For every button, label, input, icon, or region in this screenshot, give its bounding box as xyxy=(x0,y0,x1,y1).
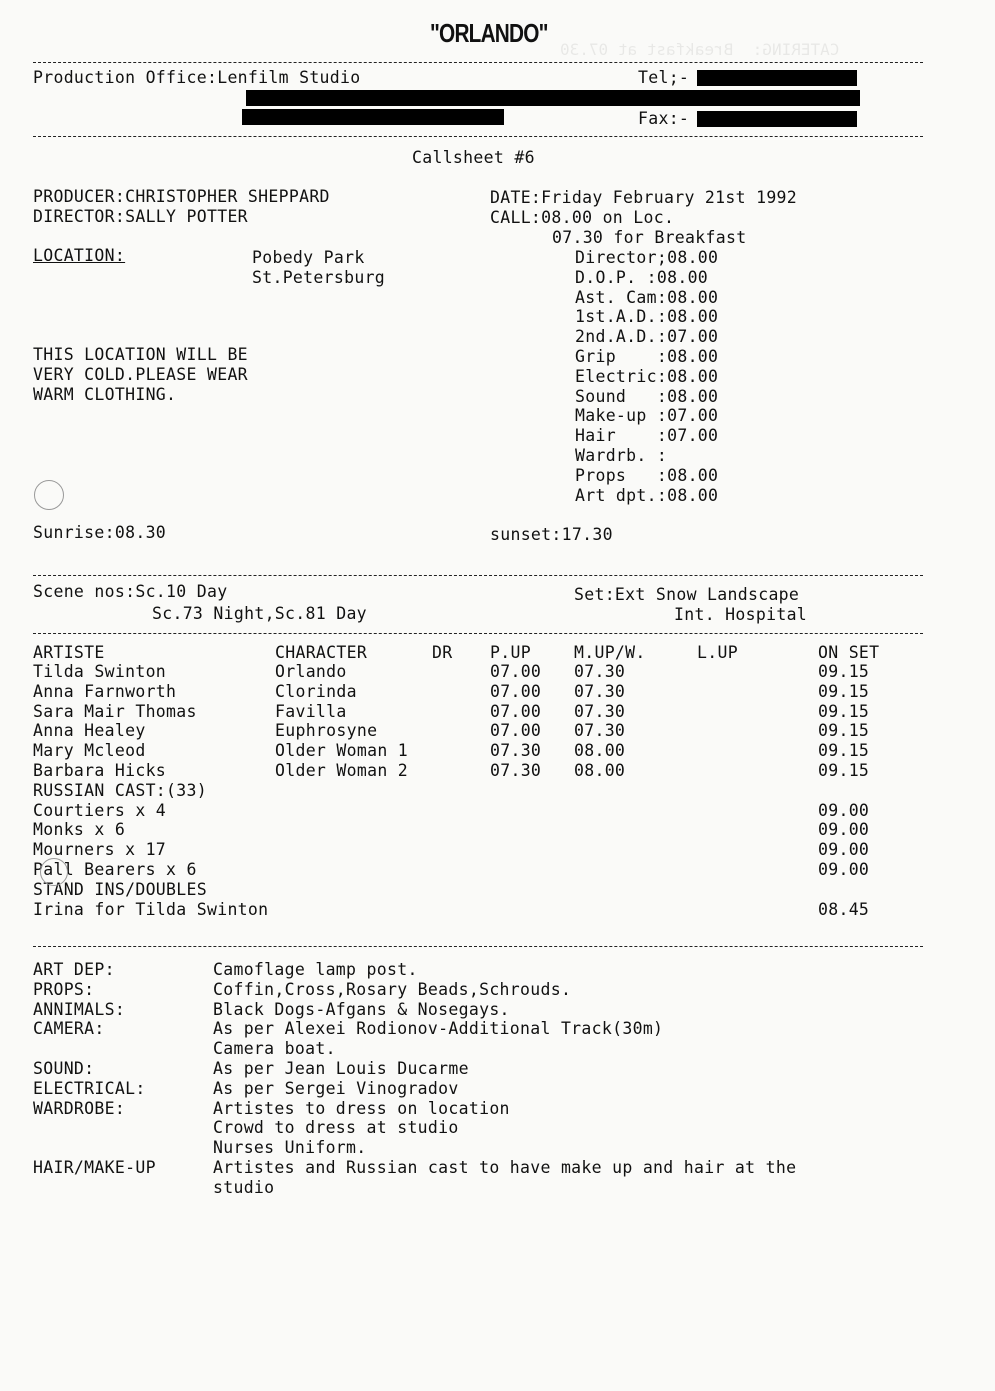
divider xyxy=(33,136,923,137)
department-note: As per Alexei Rodionov-Additional Track(30m) xyxy=(213,1019,664,1039)
cast-cell-on-set: 09.00 xyxy=(818,800,870,820)
cast-cell-character: Orlando xyxy=(275,662,347,681)
cast-cell-artiste: STAND INS/DOUBLES xyxy=(33,879,207,899)
department-label: HAIR/MAKE-UP xyxy=(33,1158,156,1177)
crew-call-item: Ast. Cam:08.00 xyxy=(575,287,719,307)
crew-call-item: 2nd.A.D.:07.00 xyxy=(575,327,719,347)
cast-cell-on-set: 09.15 xyxy=(818,662,870,681)
cast-cell-pickup: 07.30 xyxy=(490,741,542,761)
crew-call-item: Sound :08.00 xyxy=(575,386,719,406)
divider xyxy=(33,575,923,576)
department-note: Black Dogs-Afgans & Nosegays. xyxy=(213,999,510,1019)
department-note: Nurses Uniform. xyxy=(213,1138,367,1158)
department-note: As per Sergei Vinogradov xyxy=(213,1078,459,1098)
callsheet-number: Callsheet #6 xyxy=(412,148,535,167)
cast-cell-makeup: 07.30 xyxy=(574,721,626,741)
location-name: Pobedy Park xyxy=(252,248,365,267)
column-header-pickup: P.UP xyxy=(490,643,531,662)
column-header-on-set: ON SET xyxy=(818,643,880,662)
department-label: ELECTRICAL: xyxy=(33,1078,146,1098)
redaction-bar xyxy=(697,111,857,127)
location-label: LOCATION: xyxy=(33,246,126,265)
crew-call-item: Make-up :07.00 xyxy=(575,406,719,426)
crew-call-item: Art dpt.:08.00 xyxy=(575,485,719,505)
crew-call-item: Hair :07.00 xyxy=(575,426,719,446)
cast-cell-on-set: 09.15 xyxy=(818,741,870,761)
sunset: sunset:17.30 xyxy=(490,525,613,544)
production-office: Production Office:Lenfilm Studio xyxy=(33,68,361,87)
cast-cell-artiste: Monks x 6 xyxy=(33,820,126,840)
cast-cell-artiste: Anna Healey xyxy=(33,721,146,741)
set-ext: Set:Ext Snow Landscape xyxy=(574,585,800,604)
shoot-date: DATE:Friday February 21st 1992 xyxy=(490,188,798,207)
cast-cell-artiste: Irina for Tilda Swinton xyxy=(33,899,269,919)
department-note: Artistes and Russian cast to have make up and hair at the xyxy=(213,1158,797,1177)
column-header-character: CHARACTER xyxy=(275,643,368,662)
weather-warning-line: THIS LOCATION WILL BE xyxy=(33,345,248,364)
cast-cell-makeup: 07.30 xyxy=(574,681,626,701)
divider xyxy=(33,62,923,63)
crew-call-item: Props :08.00 xyxy=(575,465,719,485)
cast-cell-on-set: 09.15 xyxy=(818,721,870,741)
punch-hole xyxy=(34,480,64,510)
cast-cell-artiste: RUSSIAN CAST:(33) xyxy=(33,780,207,800)
column-header-makeup: M.UP/W. xyxy=(574,643,646,662)
cast-cell-on-set: 09.15 xyxy=(818,761,870,780)
cast-cell-artiste: Barbara Hicks xyxy=(33,761,167,780)
cast-cell-artiste: Mourners x 17 xyxy=(33,840,167,860)
fax-label: Fax:- xyxy=(638,109,690,128)
cast-cell-character: Euphrosyne xyxy=(275,721,378,741)
cast-cell-on-set: 08.45 xyxy=(818,899,870,919)
cast-cell-on-set: 09.15 xyxy=(818,701,870,721)
weather-warning-line: WARM CLOTHING. xyxy=(33,385,177,404)
redaction-bar xyxy=(697,70,857,86)
punch-hole xyxy=(40,858,68,886)
column-header-artiste: ARTISTE xyxy=(33,643,105,662)
crew-call-item: Director;08.00 xyxy=(575,248,719,267)
cast-cell-makeup: 07.30 xyxy=(574,701,626,721)
location-city: St.Petersburg xyxy=(252,268,386,287)
department-label: ANNIMALS: xyxy=(33,999,126,1019)
divider xyxy=(33,633,923,634)
cast-cell-artiste: Courtiers x 4 xyxy=(33,800,167,820)
department-note: Camoflage lamp post. xyxy=(213,960,418,979)
sunrise: Sunrise:08.30 xyxy=(33,523,167,542)
department-label: SOUND: xyxy=(33,1059,95,1078)
cast-cell-character: Favilla xyxy=(275,701,347,721)
cast-cell-makeup: 08.00 xyxy=(574,741,626,761)
cast-cell-artiste: Pall Bearers x 6 xyxy=(33,860,197,879)
crew-call-item: 1st.A.D.:08.00 xyxy=(575,307,719,327)
breakfast-time: 07.30 for Breakfast xyxy=(552,228,747,247)
cast-cell-pickup: 07.00 xyxy=(490,701,542,721)
director: DIRECTOR:SALLY POTTER xyxy=(33,207,248,226)
crew-call-item: Grip :08.00 xyxy=(575,347,719,366)
cast-cell-on-set: 09.00 xyxy=(818,820,870,840)
divider xyxy=(33,946,923,947)
department-note: Coffin,Cross,Rosary Beads,Schrouds. xyxy=(213,979,572,999)
redaction-bar xyxy=(246,90,860,106)
cast-cell-on-set: 09.00 xyxy=(818,860,870,879)
tel-label: Tel;- xyxy=(638,68,690,87)
department-note: Crowd to dress at studio xyxy=(213,1118,459,1138)
cast-cell-artiste: Tilda Swinton xyxy=(33,662,167,681)
column-header-dr: DR xyxy=(432,643,453,662)
cast-cell-pickup: 07.30 xyxy=(490,761,542,780)
department-label: CAMERA: xyxy=(33,1019,105,1039)
cast-cell-makeup: 08.00 xyxy=(574,761,626,780)
crew-call-item: Wardrb. : xyxy=(575,446,668,465)
cast-cell-on-set: 09.15 xyxy=(818,681,870,701)
department-label: ART DEP: xyxy=(33,960,115,979)
weather-warning-line: VERY COLD.PLEASE WEAR xyxy=(33,365,248,384)
cast-cell-artiste: Mary Mcleod xyxy=(33,741,146,761)
column-header-lunch: L.UP xyxy=(697,643,738,662)
redaction-bar xyxy=(242,109,504,125)
cast-cell-character: Older Woman 1 xyxy=(275,741,409,761)
producer: PRODUCER:CHRISTOPHER SHEPPARD xyxy=(33,187,330,206)
call-time: CALL:08.00 on Loc. xyxy=(490,208,675,227)
cast-cell-pickup: 07.00 xyxy=(490,681,542,701)
cast-cell-makeup: 07.30 xyxy=(574,662,626,681)
department-note: studio xyxy=(213,1177,275,1197)
cast-cell-artiste: Sara Mair Thomas xyxy=(33,701,197,721)
bleed-through-text: CATERING: Breakfast at 07.30 xyxy=(560,40,840,59)
department-note: Artistes to dress on location xyxy=(213,1098,510,1118)
crew-call-item: D.O.P. :08.00 xyxy=(575,267,709,287)
cast-cell-character: Older Woman 2 xyxy=(275,761,409,780)
scene-numbers: Scene nos:Sc.10 Day xyxy=(33,582,228,601)
cast-cell-artiste: Anna Farnworth xyxy=(33,681,177,701)
cast-cell-on-set: 09.00 xyxy=(818,840,870,860)
department-note: Camera boat. xyxy=(213,1039,336,1059)
scene-numbers-cont: Sc.73 Night,Sc.81 Day xyxy=(152,604,367,623)
department-label: PROPS: xyxy=(33,979,95,999)
department-note: As per Jean Louis Ducarme xyxy=(213,1059,469,1078)
set-int: Int. Hospital xyxy=(674,605,808,624)
crew-call-item: Electric:08.00 xyxy=(575,366,719,386)
department-label: WARDROBE: xyxy=(33,1098,126,1118)
page-title: "ORLANDO" xyxy=(430,18,548,48)
cast-cell-pickup: 07.00 xyxy=(490,721,542,741)
cast-cell-pickup: 07.00 xyxy=(490,662,542,681)
cast-cell-character: Clorinda xyxy=(275,681,357,701)
